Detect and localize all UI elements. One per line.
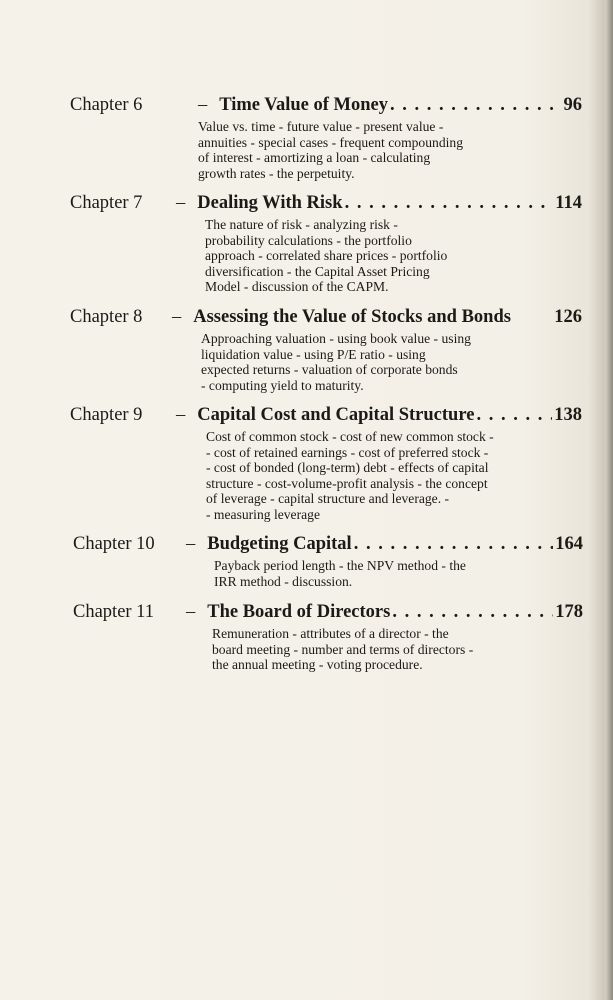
chapter-description	[201, 331, 582, 393]
chapter-label: Chapter 7	[70, 193, 143, 213]
description-line: IRR method - discussion.	[214, 573, 353, 589]
chapter-title: Time Value of Money	[219, 95, 388, 115]
chapter-label: Chapter 10	[73, 534, 155, 554]
chapter-label: Chapter 9	[70, 405, 143, 425]
page-number: 164	[555, 534, 583, 554]
chapter-title: Capital Cost and Capital Structure	[197, 405, 475, 425]
chapter-description	[214, 558, 583, 589]
description-line: growth rates - the perpetuity.	[198, 165, 355, 181]
description-line: Remuneration - attributes of a director - the	[212, 626, 449, 641]
toc-heading-line	[70, 404, 582, 426]
toc-heading-line	[70, 94, 582, 116]
chapter-title: Dealing With Risk	[197, 193, 343, 213]
description-line: Cost of common stock - cost of new common stock -	[206, 429, 494, 444]
toc-entry-chapter-10	[73, 533, 583, 589]
toc-heading-line	[70, 192, 582, 214]
chapter-dash: –	[186, 602, 196, 622]
description-line: - cost of bonded (long-term) debt - effects of capital	[206, 460, 489, 476]
toc-entry-chapter-8	[70, 306, 582, 393]
description-line: of leverage - capital structure and leverage. -	[206, 491, 450, 507]
dot-leader	[354, 533, 554, 555]
dot-leader	[392, 601, 553, 623]
chapter-dash: –	[176, 405, 186, 425]
chapter-title: Assessing the Value of Stocks and Bonds	[193, 307, 511, 327]
chapter-label: Chapter 6	[70, 95, 143, 115]
chapter-dash: –	[176, 193, 186, 213]
chapter-description	[205, 217, 582, 295]
description-line: approach - correlated share prices - portfolio	[205, 248, 448, 264]
toc-entry-chapter-11	[73, 601, 583, 673]
description-line: - cost of retained earnings - cost of preferred stock -	[206, 444, 489, 460]
description-line: Model - discussion of the CAPM.	[205, 279, 389, 295]
dot-leader	[345, 192, 554, 214]
page-number: 96	[563, 95, 582, 115]
description-line: diversification - the Capital Asset Pricing	[205, 263, 430, 279]
description-line: Payback period length - the NPV method - the	[214, 558, 466, 573]
page-number: 126	[554, 307, 582, 327]
description-line: of interest - amortizing a loan - calculating	[198, 150, 431, 166]
page-number: 114	[555, 193, 582, 213]
toc-entry-chapter-6	[70, 94, 582, 181]
chapter-description	[206, 429, 582, 523]
description-line: the annual meeting - voting procedure.	[212, 657, 423, 673]
dot-leader	[476, 404, 552, 426]
dot-leader	[390, 94, 562, 116]
description-line: liquidation value - using P/E ratio - using	[201, 346, 426, 362]
chapter-dash: –	[198, 95, 208, 115]
description-line: structure - cost-volume-profit analysis - the concept	[206, 475, 488, 491]
description-line: probability calculations - the portfolio	[205, 232, 412, 248]
chapter-dash: –	[172, 307, 182, 327]
description-line: Value vs. time - future value - present value -	[198, 119, 444, 134]
description-line: - measuring leverage	[206, 506, 320, 522]
toc-entry-chapter-7	[70, 192, 582, 295]
description-line: expected returns - valuation of corporate bonds	[201, 362, 458, 378]
description-line: board meeting - number and terms of directors -	[212, 641, 474, 657]
chapter-description	[212, 626, 583, 673]
chapter-label: Chapter 11	[73, 602, 155, 622]
chapter-title: Budgeting Capital	[207, 534, 352, 554]
description-line: Approaching valuation - using book value - using	[201, 331, 471, 346]
toc-heading-line	[73, 601, 583, 623]
description-line: The nature of risk - analyzing risk -	[205, 217, 398, 232]
description-line: - computing yield to maturity.	[201, 377, 364, 393]
chapter-dash: –	[186, 534, 196, 554]
chapter-title: The Board of Directors	[207, 602, 391, 622]
page-edge-shadow	[605, 0, 613, 1000]
chapter-label: Chapter 8	[70, 307, 143, 327]
page-number: 138	[554, 405, 582, 425]
toc-heading-line	[70, 306, 582, 328]
page-number: 178	[555, 602, 583, 622]
toc-heading-line	[73, 533, 583, 555]
description-line: annuities - special cases - frequent compounding	[198, 134, 463, 150]
toc-entry-chapter-9	[70, 404, 582, 523]
chapter-description	[198, 119, 582, 181]
